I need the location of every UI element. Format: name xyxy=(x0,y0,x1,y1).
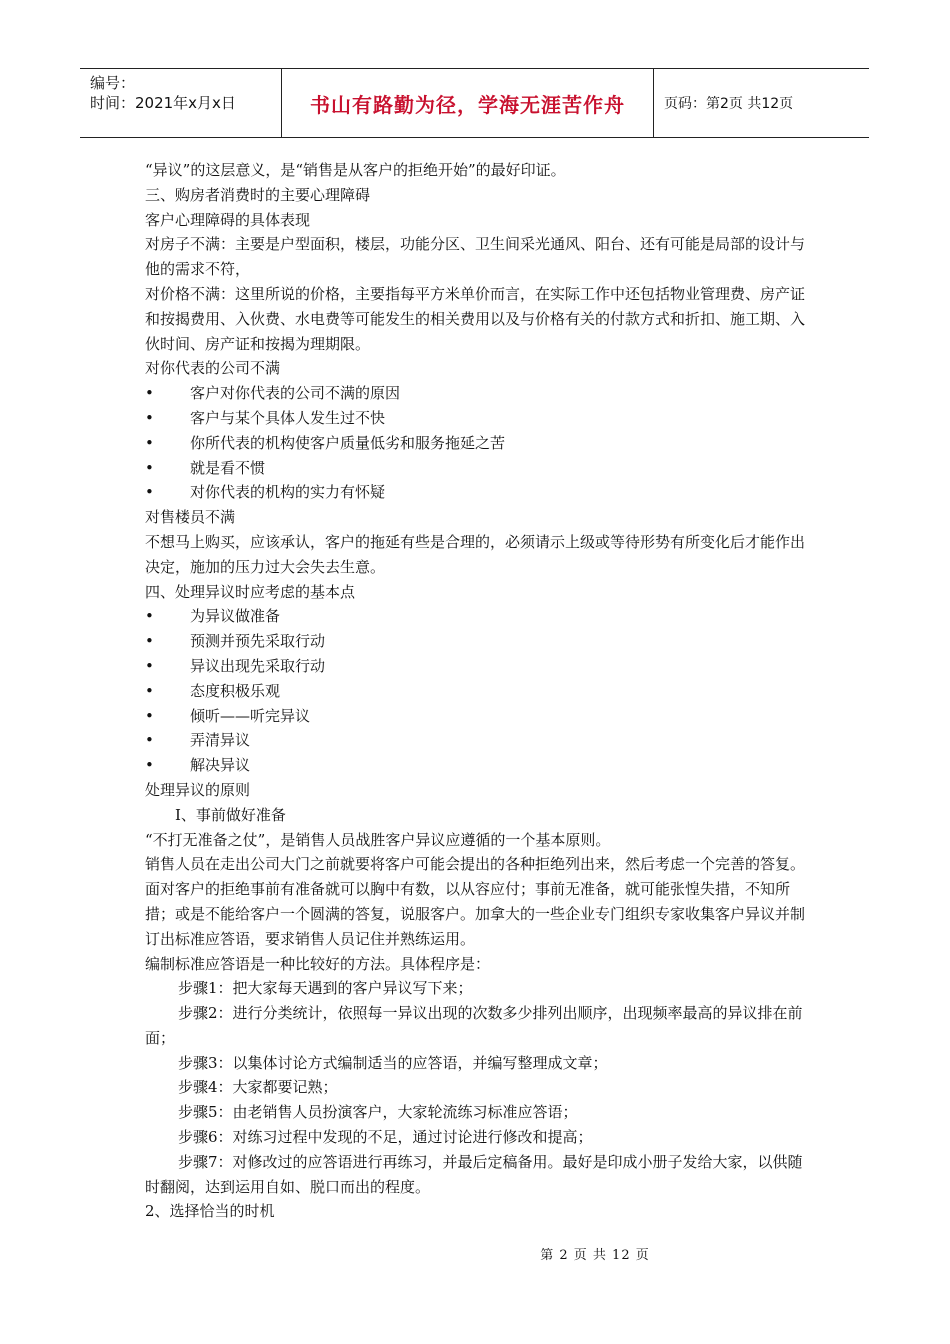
header-motto: 书山有路勤为径，学海无涯苦作舟 xyxy=(310,92,625,117)
list-item: • 异议出现先采取行动 xyxy=(145,654,810,679)
list-item: • 预测并预先采取行动 xyxy=(145,629,810,654)
subheading: 对售楼员不满 xyxy=(145,508,236,527)
step-item: 步骤6：对练习过程中发现的不足，通过讨论进行修改和提高； xyxy=(178,1128,593,1147)
bullet-icon: • xyxy=(145,731,154,750)
list-item: • 你所代表的机构使客户质量低劣和服务拖延之苦 xyxy=(145,431,810,456)
paragraph: 编制标准应答语是一种比较好的方法。具体程序是： xyxy=(145,954,491,973)
list-item: • 就是看不惯 xyxy=(145,456,810,481)
step-item: 步骤2：进行分类统计，依照每一异议出现的次数多少排列出顺序，出现频率最高的异议排在前面； xyxy=(145,1004,803,1047)
bullet-icon: • xyxy=(145,632,154,651)
bullet-icon: • xyxy=(145,706,154,725)
bullet-list-company xyxy=(145,381,810,505)
step-item: 步骤5：由老销售人员扮演客户，大家轮流练习标准应答语； xyxy=(178,1103,578,1122)
section-heading: 四、处理异议时应考虑的基本点 xyxy=(145,582,356,601)
document-body xyxy=(145,158,810,1224)
bullet-icon: • xyxy=(145,483,154,502)
list-item: • 倾听——听完异议 xyxy=(145,704,810,729)
bullet-list-basics xyxy=(145,604,810,778)
header-meta xyxy=(80,69,282,137)
step-item: 步骤1：把大家每天遇到的客户异议写下来； xyxy=(178,979,473,998)
step-list xyxy=(145,976,810,1199)
section-heading: 三、购房者消费时的主要心理障碍 xyxy=(145,185,371,204)
step-item: 步骤7：对修改过的应答语进行再练习，并最后定稿备用。最好是印成小册子发给大家，以供随时翻阅，达到运用自如、脱口而出的程度。 xyxy=(145,1152,803,1196)
list-item: • 态度积极乐观 xyxy=(145,679,810,704)
bullet-icon: • xyxy=(145,656,154,675)
paragraph: “不打无准备之仗”，是销售人员战胜客户异议应遵循的一个基本原则。 xyxy=(145,830,611,849)
subheading: I、事前做好准备 xyxy=(175,805,286,824)
list-item: • 弄清异议 xyxy=(145,728,810,753)
step-item: 步骤4：大家都要记熟； xyxy=(178,1078,338,1097)
page-footer: 第 2 页 共 12 页 xyxy=(540,1248,650,1263)
bullet-icon: • xyxy=(145,681,154,700)
bullet-icon: • xyxy=(145,433,154,452)
page-header xyxy=(80,68,869,138)
paragraph: 销售人员在走出公司大门之前就要将客户可能会提出的各种拒绝列出来，然后考虑一个完善的答复。面对客户的拒绝事前有准备就可以胸中有数，以从容应付；事前无准备，就可能张惶失措，不知所措；或是不能给客户一个圆满的答复，说服客户。加拿大的一些企业专门组织专家收集客户异议并制订出标准应答语，要求销售人员记住并熟练运用。 xyxy=(145,855,806,948)
bullet-icon: • xyxy=(145,756,154,775)
document-number: 编号： xyxy=(90,74,136,92)
paragraph: “异议”的这层意义，是“销售是从客户的拒绝开始”的最好印证。 xyxy=(145,161,566,179)
bullet-icon: • xyxy=(145,408,154,427)
header-motto-cell xyxy=(282,69,654,137)
header-page-info: 页码：第2页 共12页 xyxy=(664,96,794,112)
subheading: 对你代表的公司不满 xyxy=(145,359,281,378)
paragraph: 不想马上购买，应该承认，客户的拖延有些是合理的，必须请示上级或等待形势有所变化后才能作出决定，施加的压力过大会失去生意。 xyxy=(145,532,806,576)
list-item: • 客户对你代表的公司不满的原因 xyxy=(145,381,810,406)
step-item: 步骤3：以集体讨论方式编制适当的应答语，并编写整理成文章； xyxy=(178,1053,608,1072)
bullet-icon: • xyxy=(145,384,154,403)
list-item: • 为异议做准备 xyxy=(145,604,810,629)
list-item: • 对你代表的机构的实力有怀疑 xyxy=(145,480,810,505)
paragraph: 对房子不满：主要是户型面积，楼层，功能分区、卫生间采光通风、阳台、还有可能是局部的设计与他的需求不符， xyxy=(145,235,806,279)
bullet-icon: • xyxy=(145,607,154,626)
paragraph: 对价格不满：这里所说的价格，主要指每平方米单价而言，在实际工作中还包括物业管理费、房产证和按揭费用、入伙费、水电费等可能发生的相关费用以及与价格有关的付款方式和折扣、施工期、入伙时间、房产证和按揭为理期限。 xyxy=(145,284,806,353)
subheading: 处理异议的原则 xyxy=(145,780,251,799)
list-item: • 解决异议 xyxy=(145,753,810,778)
subheading: 客户心理障碍的具体表现 xyxy=(145,210,311,229)
subheading: 2、选择恰当的时机 xyxy=(145,1202,275,1221)
list-item: • 客户与某个具体人发生过不快 xyxy=(145,406,810,431)
document-time: 时间：2021年x月x日 xyxy=(90,94,236,112)
bullet-icon: • xyxy=(145,458,154,477)
